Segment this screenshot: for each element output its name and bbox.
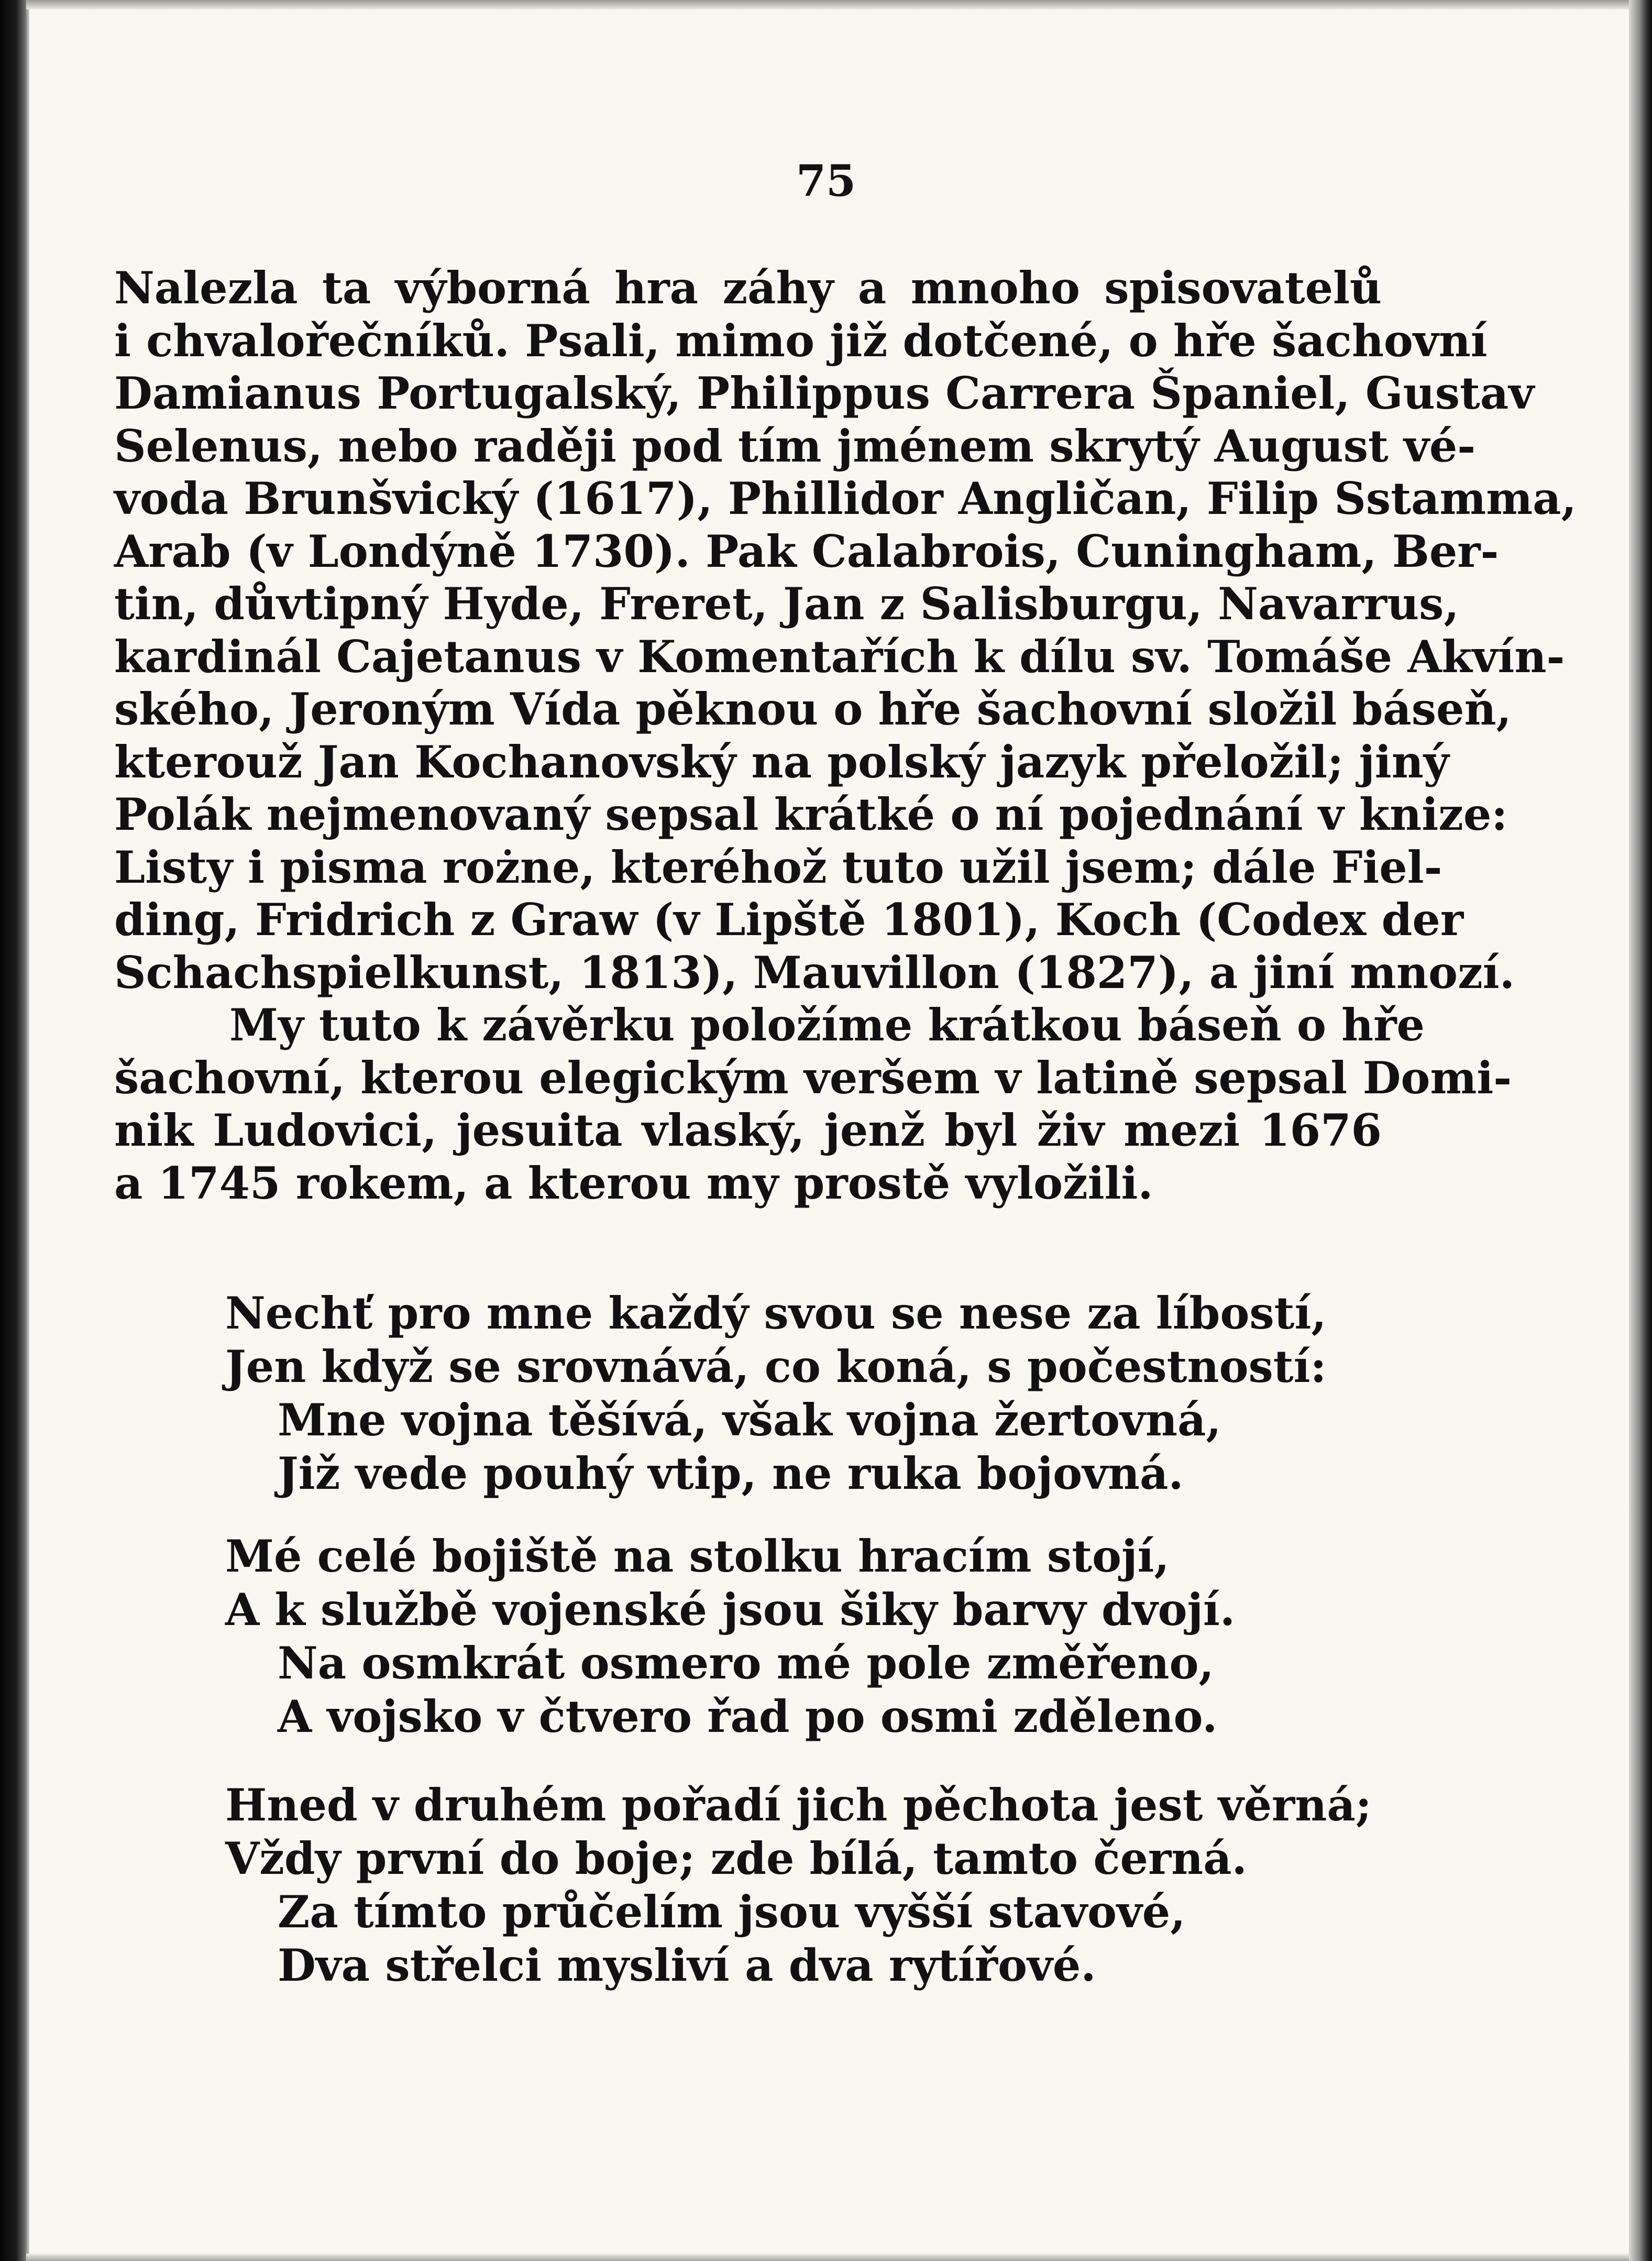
prose-line: My tuto k závěrku položíme krátkou báseň o hře	[229, 999, 1425, 1051]
prose-line: Listy i pisma rożne, kteréhož tuto užil jsem; dále Fiel-	[114, 841, 1442, 893]
verse-line: Mé celé bojiště na stolku hracím stojí,	[225, 1530, 1170, 1582]
prose-line: Polák nejmenovaný sepsal krátké o ní pojednání v knize:	[114, 788, 1508, 840]
book-spine-shadow	[0, 0, 29, 2261]
verse-line: Jen když se srovnává, co koná, s počestností:	[225, 1341, 1327, 1392]
prose-line: Selenus, nebo raději pod tím jménem skrytý August vé-	[114, 420, 1476, 472]
verse-line: Vždy první do boje; zde bílá, tamto černá.	[225, 1832, 1247, 1884]
prose-line: tin, důvtipný Hyde, Freret, Jan z Salisburgu, Navarrus,	[114, 578, 1459, 630]
poem-stanza	[225, 1287, 1430, 1500]
page-right-edge	[1629, 0, 1652, 2261]
prose-line: i chvalořečníků. Psali, mimo již dotčené, o hře šachovní	[114, 314, 1488, 367]
prose-line: kterouž Jan Kochanovský na polský jazyk přeložil; jiný	[114, 736, 1449, 788]
prose-line: Arab (v Londýně 1730). Pak Calabrois, Cuningham, Ber-	[114, 525, 1499, 577]
verse-line: Dva střelci mysliví a dva rytířové.	[278, 1939, 1096, 1991]
page-bottom-edge	[26, 2254, 1629, 2261]
verse-line: Na osmkrát osmero mé pole změřeno,	[278, 1637, 1214, 1689]
verse-line: Hned v druhém pořadí jich pěchota jest věrná;	[225, 1779, 1372, 1831]
prose-line: ského, Jeroným Vída pěknou o hře šachovní složil báseň,	[114, 683, 1512, 735]
page-top-edge	[26, 0, 1629, 9]
verse-line: A vojsko v čtvero řad po osmi zděleno.	[278, 1691, 1218, 1742]
prose-line: šachovní, kterou elegickým veršem v latině sepsal Domi-	[114, 1051, 1512, 1104]
prose-body	[114, 262, 1577, 1210]
prose-line: nik Ludovici, jesuita vlaský, jenž byl živ mezi 1676	[114, 1104, 1382, 1156]
poem-stanza	[225, 1779, 1430, 1992]
verse-line: A k službě vojenské jsou šiky barvy dvojí.	[225, 1584, 1236, 1636]
verse-line: Již vede pouhý vtip, ne ruka bojovná.	[278, 1447, 1184, 1499]
prose-line: kardinál Cajetanus v Komentařích k dílu sv. Tomáše Akvín-	[114, 630, 1565, 683]
prose-line: Schachspielkunst, 1813), Mauvillon (1827), a jiní mnozí.	[114, 946, 1515, 998]
prose-line: Nalezla ta výborná hra záhy a mnoho spisovatelů	[114, 262, 1382, 314]
page-number: 75	[796, 156, 856, 206]
prose-line: voda Brunšvický (1617), Phillidor Angličan, Filip Sstamma,	[114, 473, 1577, 524]
prose-line: a 1745 rokem, a kterou my prostě vyložili.	[114, 1157, 1153, 1209]
verse-line: Mne vojna těšívá, však vojna žertovná,	[278, 1394, 1221, 1446]
verse-line: Za tímto průčelím jsou vyšší stavové,	[278, 1886, 1186, 1938]
poem-stanza	[225, 1530, 1430, 1743]
prose-line: Damianus Portugalský, Philippus Carrera Španiel, Gustav	[114, 367, 1535, 419]
verse-line: Nechť pro mne každý svou se nese za líbostí,	[225, 1287, 1327, 1339]
prose-line: ding, Fridrich z Graw (v Lipště 1801), Koch (Codex der	[114, 894, 1464, 946]
